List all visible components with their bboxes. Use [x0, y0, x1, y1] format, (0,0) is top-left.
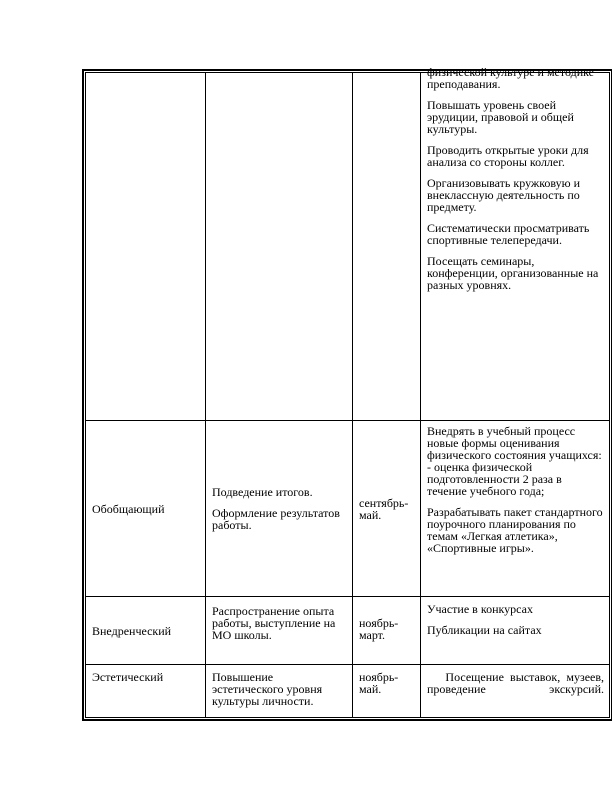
content-cell — [206, 665, 353, 718]
action-text: Посещать семинары, конференции, организованные на разных уровнях. — [427, 254, 599, 292]
action-text: Организовывать кружковую и внеклассную деятельность по предмету. — [427, 176, 581, 214]
content-text: Распространение опыта работы, выступление на МО школы. — [212, 604, 336, 642]
content-cell — [206, 73, 353, 421]
action-text: Внедрять в учебный процесс новые формы оценивания физического состояния учащихся: - оценка физической подготовленности 2 раза в течение учебного года; — [427, 424, 602, 498]
action-text: Участие в конкурсах — [427, 602, 533, 616]
action-text: физической культуре и методике преподавания. — [427, 65, 595, 91]
stage-cell: Эстетический — [86, 665, 206, 718]
content-cell — [206, 597, 353, 665]
table-row — [86, 73, 610, 421]
actions-cell — [421, 65, 610, 421]
table-row — [86, 421, 610, 597]
stage-cell: Внедренческий — [86, 597, 206, 665]
period-cell: ноябрь-май. — [353, 665, 421, 718]
period-cell: ноябрь-март. — [353, 597, 421, 665]
action-text: Посещение выставок, музеев, проведение экскурсий. — [427, 670, 608, 696]
table-row — [86, 597, 610, 665]
actions-cell — [421, 421, 610, 597]
stage-cell: Обобщающий — [86, 421, 206, 597]
table-row — [86, 665, 610, 718]
stage-cell — [86, 73, 206, 421]
action-text: Повышать уровень своей эрудиции, правовой и общей культуры. — [427, 98, 574, 136]
actions-cell — [421, 597, 610, 665]
action-text: Проводить открытые уроки для анализа со стороны коллег. — [427, 143, 589, 169]
content-text: Повышение эстетического уровня культуры личности. — [212, 670, 323, 708]
content-text: Подведение итогов. — [212, 485, 313, 499]
action-text: Публикации на сайтах — [427, 623, 542, 637]
period-cell — [353, 73, 421, 421]
action-text: Разрабатывать пакет стандартного поурочного планирования по темам «Легкая атлетика», «Спортивные игры». — [427, 505, 603, 555]
actions-cell — [421, 665, 610, 718]
content-cell — [206, 421, 353, 597]
action-text: Систематически просматривать спортивные телепередачи. — [427, 221, 590, 247]
period-cell: сентябрь-май. — [353, 421, 421, 597]
plan-table — [85, 65, 610, 718]
content-text: Оформление результатов работы. — [212, 506, 340, 532]
